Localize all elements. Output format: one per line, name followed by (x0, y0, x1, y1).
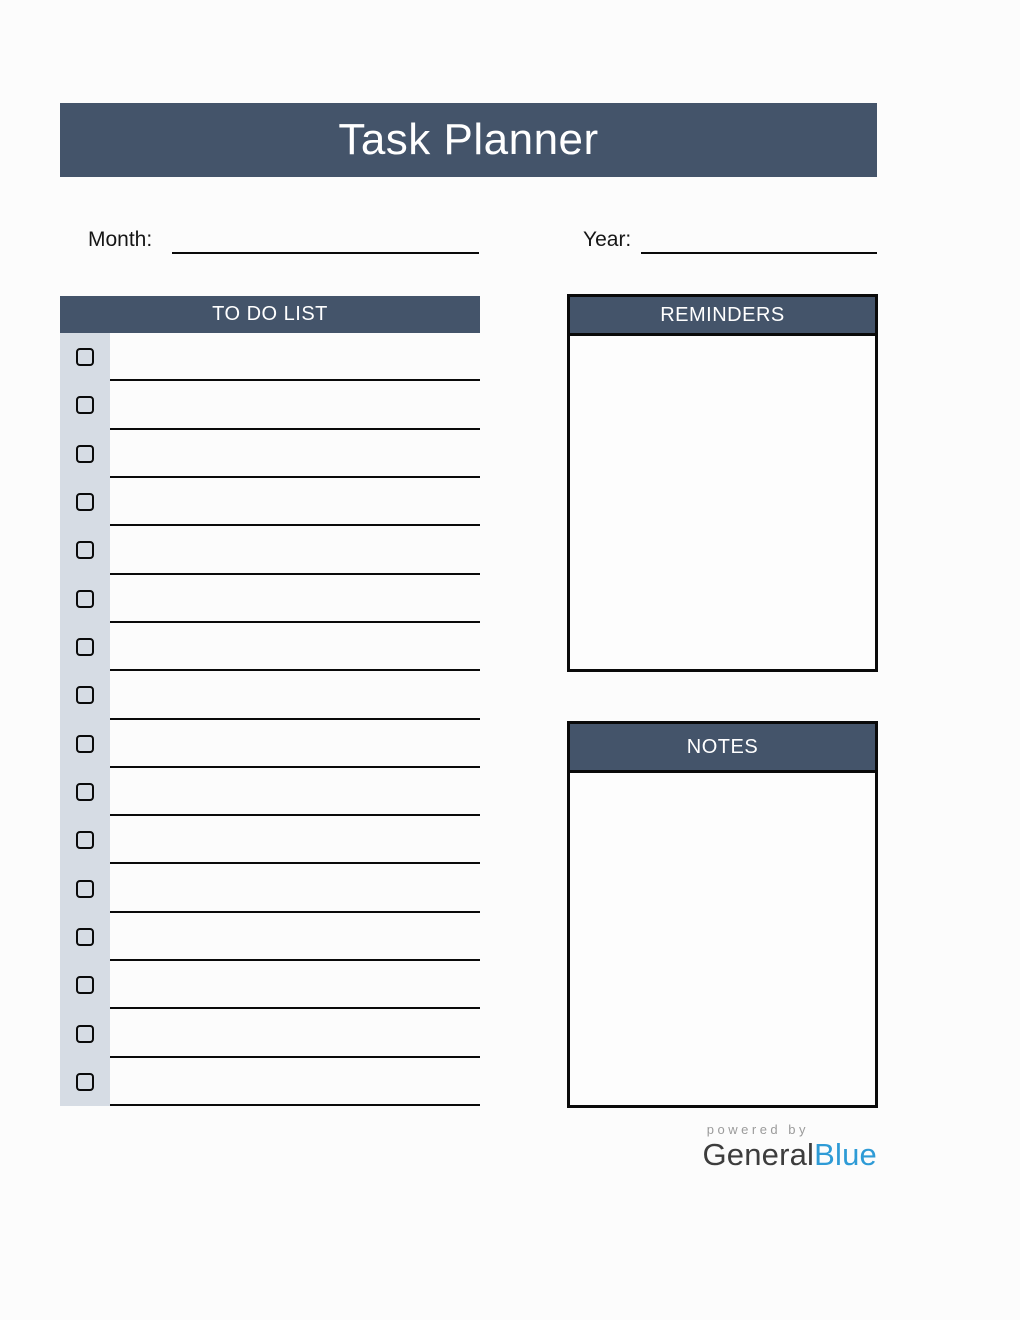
todo-task-line[interactable] (110, 575, 480, 623)
todo-row (60, 381, 480, 429)
todo-row (60, 961, 480, 1009)
reminders-header-text: REMINDERS (660, 303, 785, 326)
todo-checkbox-cell (60, 816, 110, 864)
todo-checkbox-cell (60, 526, 110, 574)
todo-task-line[interactable] (110, 1009, 480, 1057)
todo-checkbox[interactable] (76, 638, 94, 656)
todo-task-line[interactable] (110, 430, 480, 478)
todo-checkbox[interactable] (76, 493, 94, 511)
brand-blue-text: Blue (814, 1137, 877, 1172)
year-value (641, 228, 877, 252)
year-input[interactable] (641, 252, 877, 254)
todo-task-line[interactable] (110, 768, 480, 816)
todo-checkbox[interactable] (76, 541, 94, 559)
todo-row (60, 768, 480, 816)
todo-task-line[interactable] (110, 961, 480, 1009)
todo-checkbox[interactable] (76, 976, 94, 994)
todo-checkbox[interactable] (76, 348, 94, 366)
todo-checkbox-cell (60, 864, 110, 912)
todo-checkbox[interactable] (76, 1025, 94, 1043)
page-title-text: Task Planner (338, 115, 599, 164)
reminders-header (570, 297, 875, 336)
todo-checkbox[interactable] (76, 1073, 94, 1091)
todo-checkbox[interactable] (76, 831, 94, 849)
todo-task-line[interactable] (110, 864, 480, 912)
todo-checkbox-cell (60, 768, 110, 816)
page-title (60, 103, 877, 177)
todo-row (60, 913, 480, 961)
todo-row (60, 526, 480, 574)
month-value (172, 228, 479, 252)
todo-checkbox[interactable] (76, 783, 94, 801)
notes-body[interactable] (570, 773, 875, 1105)
todo-checkbox-cell (60, 913, 110, 961)
todo-checkbox[interactable] (76, 880, 94, 898)
notes-header (570, 724, 875, 773)
todo-task-line[interactable] (110, 720, 480, 768)
todo-row (60, 864, 480, 912)
todo-rows (60, 333, 480, 1106)
todo-task-line[interactable] (110, 381, 480, 429)
todo-list-header (60, 296, 480, 333)
todo-task-line[interactable] (110, 913, 480, 961)
todo-checkbox[interactable] (76, 686, 94, 704)
brand-block (702, 1123, 877, 1170)
todo-checkbox-cell (60, 961, 110, 1009)
todo-task-line[interactable] (110, 671, 480, 719)
reminders-panel (567, 294, 878, 672)
todo-task-line[interactable] (110, 1058, 480, 1106)
todo-task-line[interactable] (110, 623, 480, 671)
todo-row (60, 430, 480, 478)
todo-checkbox-cell (60, 333, 110, 381)
month-input[interactable] (172, 252, 479, 254)
todo-checkbox-cell (60, 720, 110, 768)
brand-general-text: General (702, 1137, 815, 1172)
todo-checkbox-cell (60, 478, 110, 526)
todo-row (60, 1058, 480, 1106)
month-label: Month: (88, 228, 153, 251)
todo-row (60, 575, 480, 623)
todo-row (60, 478, 480, 526)
todo-checkbox-cell (60, 1058, 110, 1106)
powered-by-text: powered by (706, 1122, 809, 1137)
todo-checkbox-cell (60, 575, 110, 623)
todo-row (60, 671, 480, 719)
todo-checkbox[interactable] (76, 445, 94, 463)
todo-list-header-text: TO DO LIST (212, 303, 328, 325)
todo-row (60, 720, 480, 768)
todo-task-line[interactable] (110, 478, 480, 526)
todo-checkbox-cell (60, 671, 110, 719)
brand-logo (702, 1139, 877, 1170)
year-label: Year: (583, 228, 632, 251)
todo-checkbox-cell (60, 1009, 110, 1057)
todo-checkbox[interactable] (76, 928, 94, 946)
notes-header-text: NOTES (686, 735, 759, 758)
todo-row (60, 816, 480, 864)
notes-panel (567, 721, 878, 1108)
todo-task-line[interactable] (110, 333, 480, 381)
todo-row (60, 1009, 480, 1057)
todo-row (60, 623, 480, 671)
todo-task-line[interactable] (110, 816, 480, 864)
todo-task-line[interactable] (110, 526, 480, 574)
todo-checkbox-cell (60, 430, 110, 478)
todo-checkbox-cell (60, 623, 110, 671)
todo-checkbox[interactable] (76, 735, 94, 753)
reminders-body[interactable] (570, 336, 875, 669)
todo-checkbox[interactable] (76, 590, 94, 608)
todo-checkbox[interactable] (76, 396, 94, 414)
todo-row (60, 333, 480, 381)
todo-checkbox-cell (60, 381, 110, 429)
